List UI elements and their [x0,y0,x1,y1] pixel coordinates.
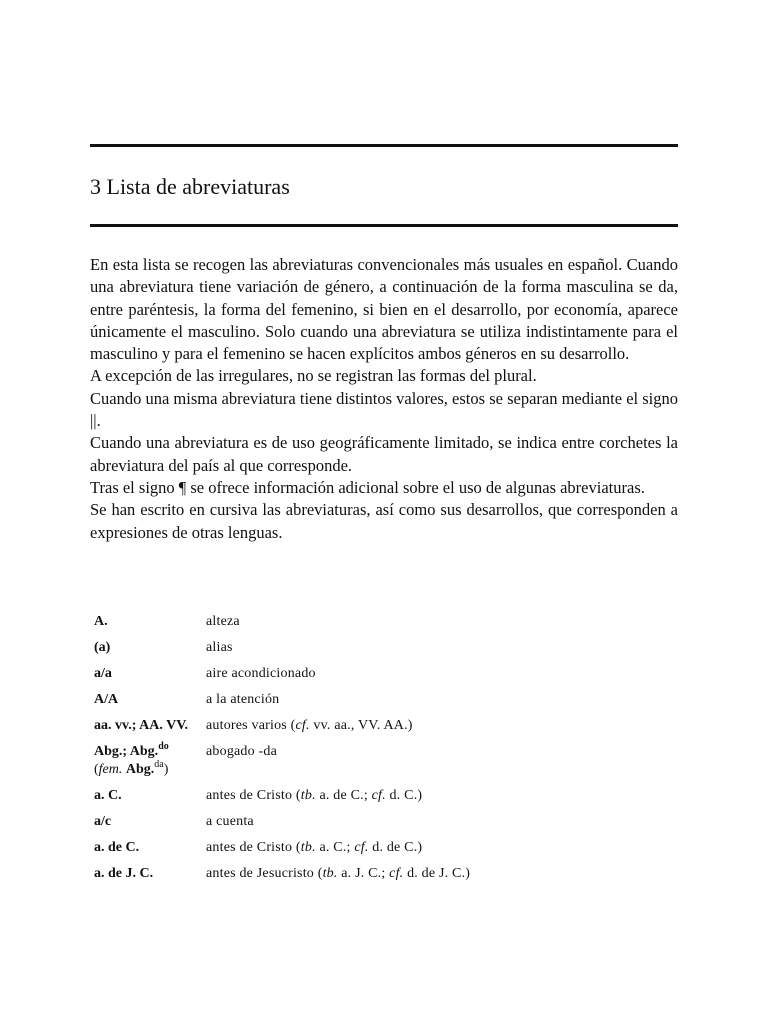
paren-open: ( [94,762,99,777]
abbreviation-entry [94,662,574,688]
abbreviation: a/c [94,814,112,829]
chapter-top-rule [90,144,678,147]
abbreviation-expansion: alteza [206,614,240,629]
abbreviation: A. [94,614,108,629]
intro-paragraph: Cuando una misma abreviatura tiene distintos valores, estos se separan mediante el signo ||. [90,388,678,431]
fem-label: fem. [98,762,123,777]
cf-reference: cf. [371,788,386,803]
abbreviation-entry [94,636,574,662]
intro-text [90,254,678,544]
abbreviation-expansion: alias [206,640,233,655]
expansion-text: antes de Cristo ( [206,788,301,803]
abbreviation-expansion: a cuenta [206,814,254,829]
intro-paragraph: En esta lista se recogen las abreviaturas convencionales más usuales en español. Cuando una abreviatura tiene variación de género, a continuación de la forma masculina se da, entre paréntesis, la forma del femenino, si bien en el desarrollo, por economía, aparece únicamente el masculino. Solo cuando una abreviatura se utiliza indistintamente para el masculino y para el femenino se hacen explícitos ambos géneros en su desarrollo. [90,255,678,364]
expansion-text: d. C.) [385,788,423,803]
intro-paragraph: Tras el signo ¶ se ofrece información adicional sobre el uso de algunas abreviaturas. [90,477,645,497]
intro-paragraph: A excepción de las irregulares, no se registran las formas del plural. [90,366,537,386]
abbreviation-entry [94,836,574,862]
abbreviation-entry [94,714,574,740]
cf-reference: cf. [389,866,404,881]
abbreviation-entry [94,610,574,636]
cf-reference: cf. [295,718,310,733]
abbreviation-expansion: abogado -da [206,744,278,759]
abbreviation: A/A [94,692,119,707]
expansion-text: d. de J. C.) [403,866,471,881]
expansion-text: antes de Cristo ( [206,840,301,855]
abbreviation: a. de C. [94,840,140,855]
expansion-text: a. J. C.; [337,866,390,881]
chapter-title: 3 Lista de abreviaturas [90,174,290,199]
abbreviation-expansion [206,784,574,810]
expansion-text: a. C.; [315,840,355,855]
abbreviation: a. C. [94,788,122,803]
abbreviation: aa. vv.; AA. VV. [94,718,189,733]
intro-paragraph: Cuando una abreviatura es de uso geográficamente limitado, se indica entre corchetes la abreviatura del país al que corresponde. [90,433,678,475]
abbreviation-entry [94,740,574,784]
abbreviation-expansion [206,836,574,862]
paren-close: ) [163,762,169,777]
abbreviation: a/a [94,666,112,681]
abbreviation-superscript: do [158,741,169,752]
tb-reference: tb. [322,866,338,881]
abbreviation-entry [94,784,574,810]
abbreviation-feminine-form: Abg. [125,762,155,777]
abbreviation: a. de J. C. [94,866,154,881]
expansion-text: vv. aa., VV. AA.) [309,718,413,733]
expansion-text: autores varios ( [206,718,296,733]
tb-reference: tb. [300,840,316,855]
abbreviation-masculine: Abg.; Abg. [94,744,159,759]
abbreviation-superscript: da [154,759,164,770]
abbreviation-feminine [94,759,169,777]
expansion-text: d. de C.) [368,840,423,855]
abbreviation-list [94,610,574,888]
abbreviation-expansion [206,862,574,888]
abbreviation-entry [94,810,574,836]
intro-paragraph: Se han escrito en cursiva las abreviaturas, así como sus desarrollos, que corresponden a expresiones de otras lenguas. [90,500,678,542]
abbreviation-entry [94,862,574,888]
expansion-text: a. de C.; [315,788,372,803]
abbreviation-expansion: aire acondicionado [206,666,316,681]
abbreviation [94,740,206,784]
abbreviation-expansion: a la atención [206,692,280,707]
abbreviation-entry [94,688,574,714]
tb-reference: tb. [300,788,316,803]
abbreviation-expansion [206,714,574,740]
abbreviation: (a) [94,640,111,655]
chapter-bottom-rule [90,224,678,227]
expansion-text: antes de Jesucristo ( [206,866,323,881]
cf-reference: cf. [354,840,369,855]
